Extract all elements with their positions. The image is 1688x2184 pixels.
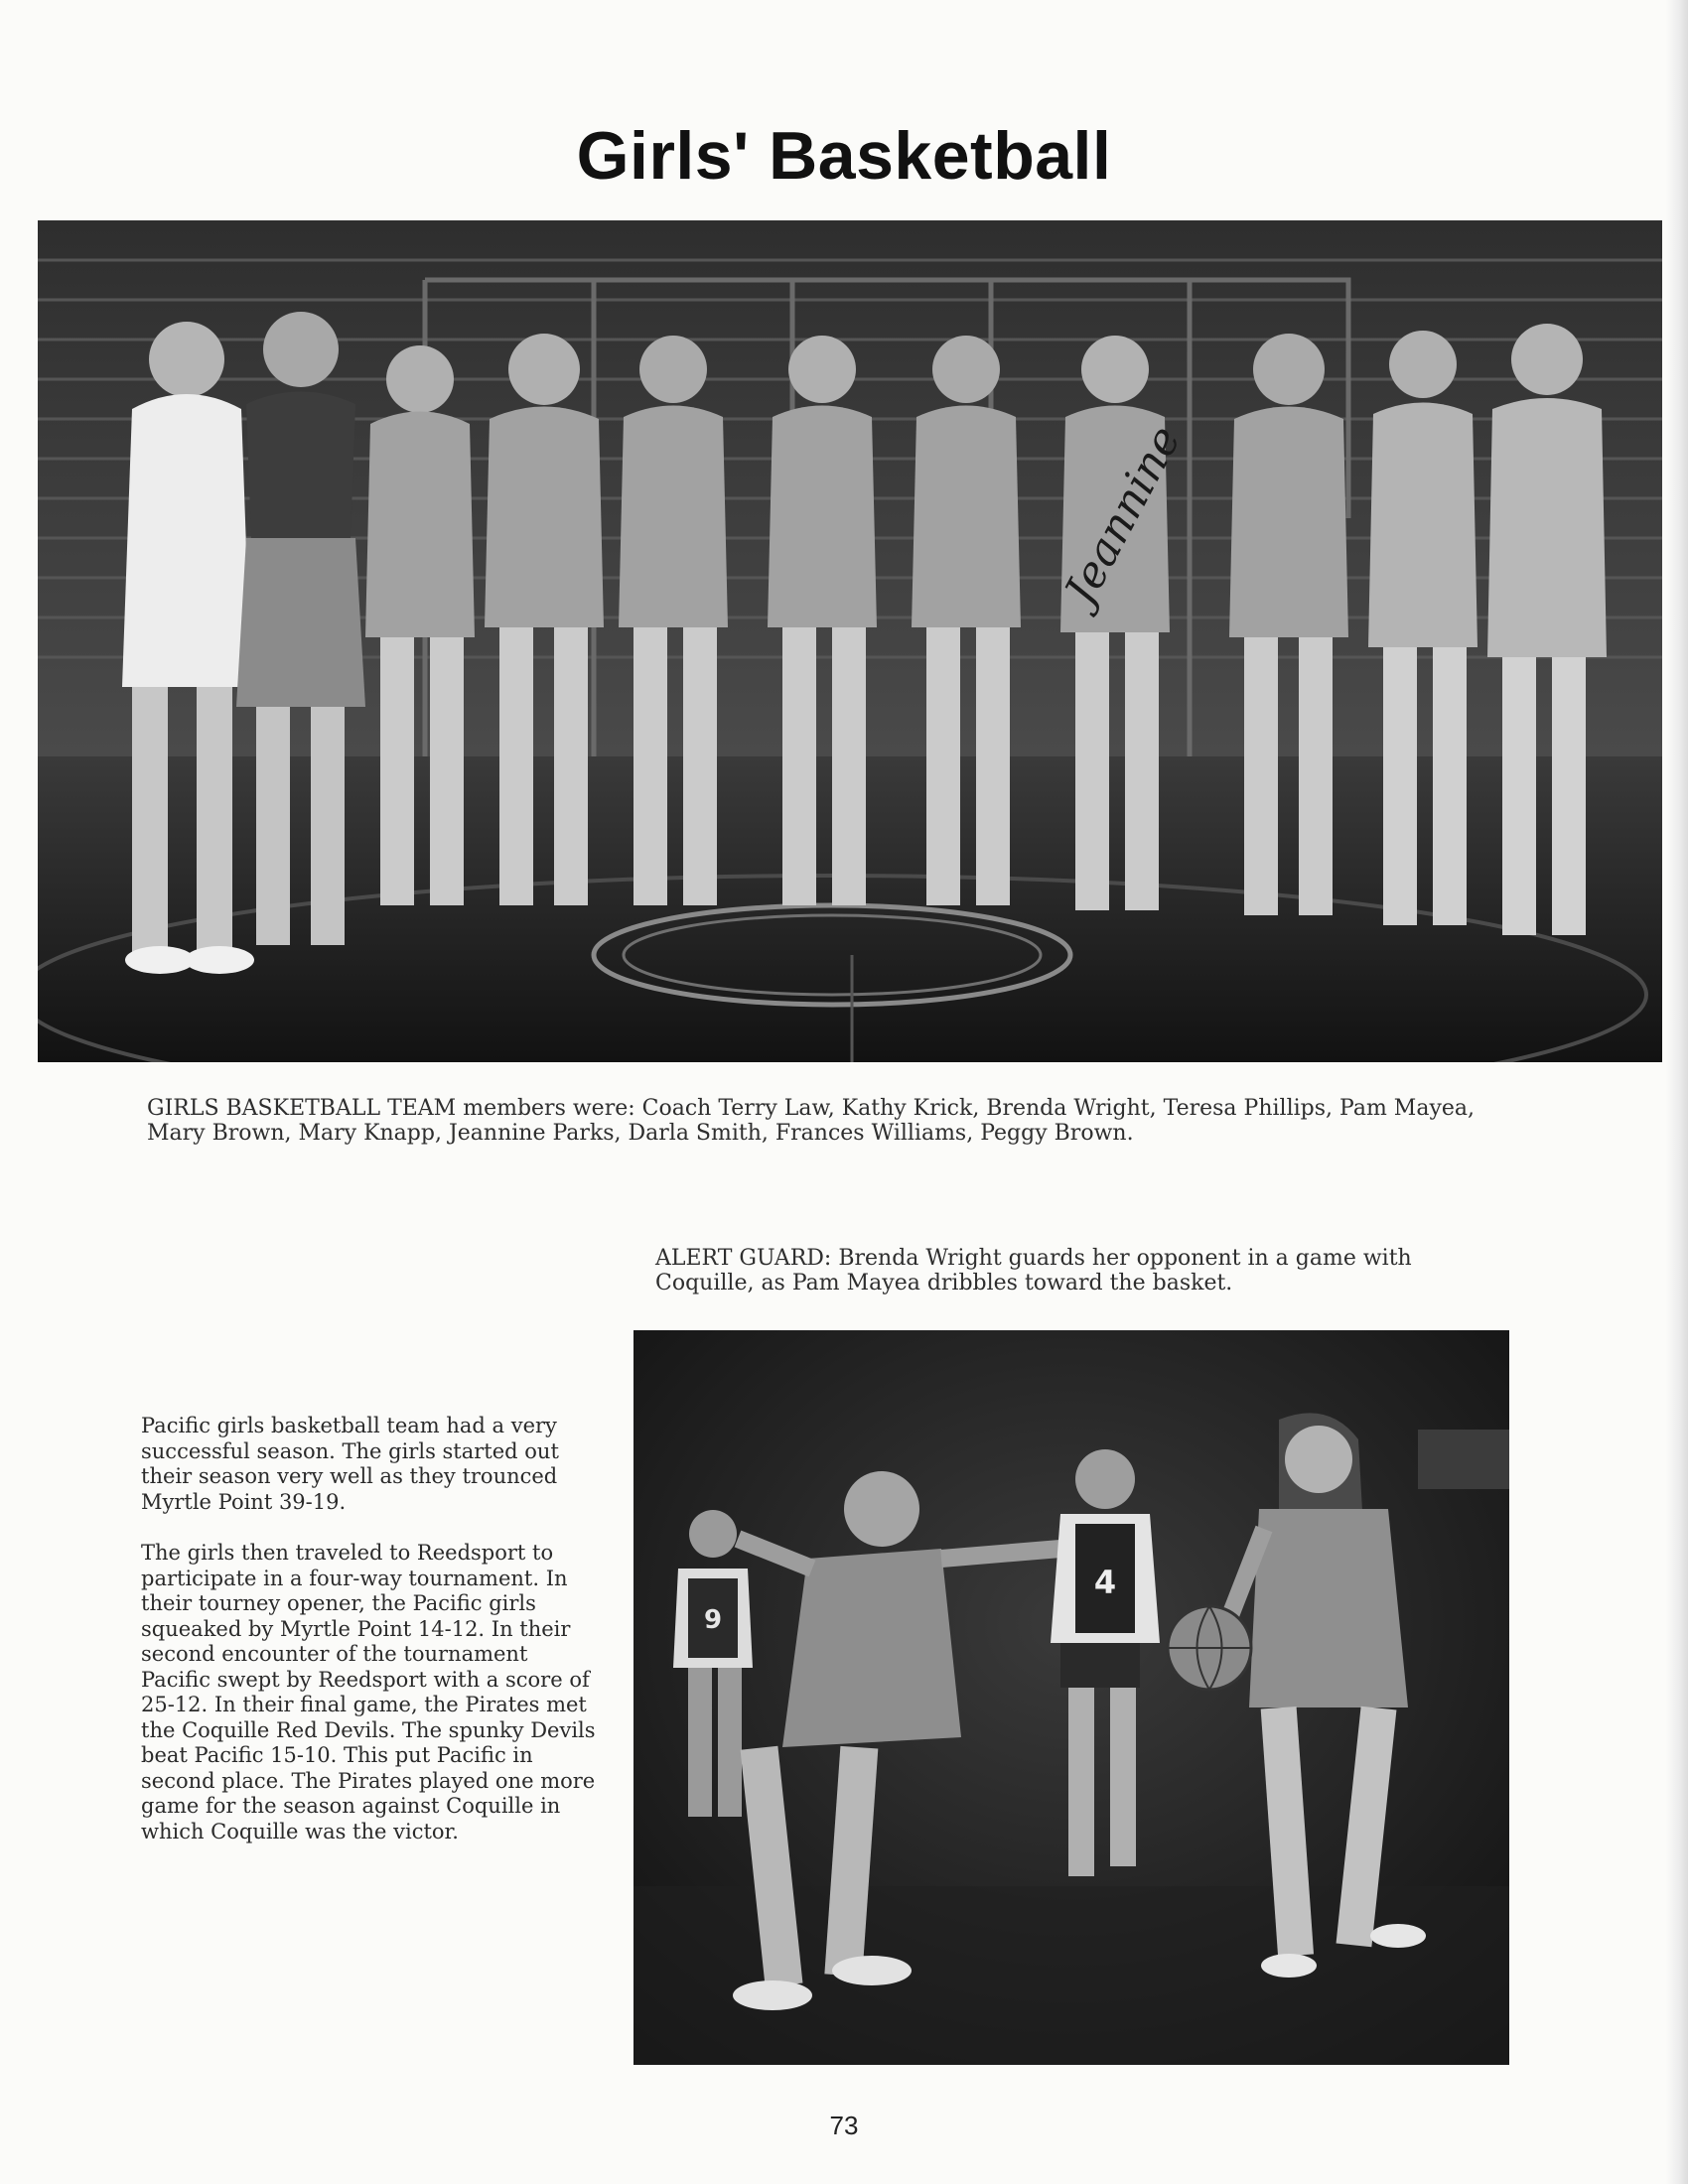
jersey-number-4: 4 (1093, 1564, 1117, 1601)
team-photo-graphic (38, 220, 1662, 1062)
page-edge-shadow (1666, 0, 1688, 2184)
team-photo-caption: GIRLS BASKETBALL TEAM members were: Coach Terry Law, Kathy Krick, Brenda Wright, Teresa Phillips, Pam Mayea, Mary Brown, Mary Knapp, Jeannine Parks, Darla Smith, Frances Williams, Peggy Brown. (147, 1096, 1476, 1146)
team-photo (38, 220, 1662, 1062)
page-title: Girls' Basketball (576, 118, 1112, 194)
jersey-number-9: 9 (703, 1605, 723, 1635)
action-photo-graphic (633, 1330, 1509, 2065)
page-number: 73 (829, 2111, 859, 2140)
article-paragraph: Pacific girls basketball team had a very successful season. The girls started out their season very well as they trounced Myrtle Point 39-19. (141, 1414, 559, 1514)
action-photo (633, 1330, 1509, 2065)
action-photo-caption: ALERT GUARD: Brenda Wright guards her opponent in a game with Coquille, as Pam Mayea dribbles toward the basket. (655, 1246, 1412, 1296)
article-text (141, 1414, 598, 1870)
basketball-icon (1168, 1606, 1251, 1690)
signature-text: Jeannine (1055, 418, 1192, 614)
article-paragraph: The girls then traveled to Reedsport to participate in a four-way tournament. In their tourney opener, the Pacific girls squeaked by Myrtle Point 14-12. In their second encounter of the tournament Pacific swept by Reedsport with a score of 25-12. In their final game, the Pirates met the Coquille Red Devils. The spunky Devils beat Pacific 15-10. This put Pacific in second place. The Pirates played one more game for the season against Coquille in which Coquille was the victor. (141, 1541, 596, 1843)
